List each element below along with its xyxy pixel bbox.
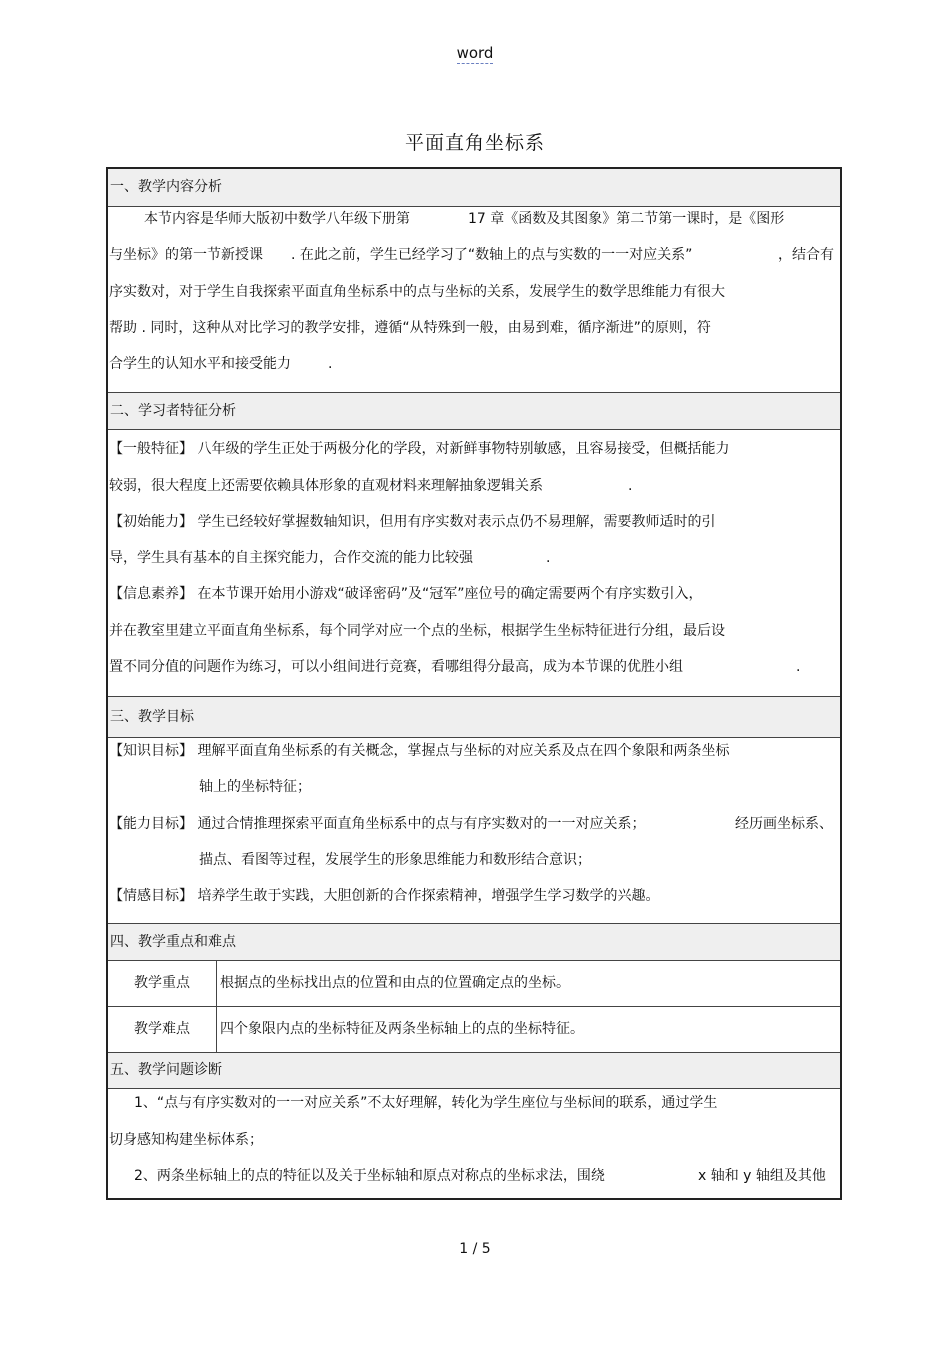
section-2-heading: 二、学习者特征分析 <box>108 392 840 430</box>
s1-line3: 序实数对，对于学生自我探索平面直角坐标系中的点与坐标的关系，发展学生的数学思维能力有很大 <box>109 284 725 300</box>
s1-line1-a: 本节内容是华师大版初中数学八年级下册第 <box>144 211 410 227</box>
s3-line2: 轴上的坐标特征； <box>199 779 311 795</box>
running-header <box>0 44 950 62</box>
section-1-heading: 一、教学内容分析 <box>108 169 840 207</box>
s3-line4: 描点、看图等过程，发展学生的形象思维能力和数形结合意识； <box>199 852 591 868</box>
s5-line3-a: 2、两条坐标轴上的点的特征以及关于坐标轴和原点对称点的坐标求法，围绕 <box>134 1168 605 1184</box>
s5-line1: 1、“点与有序实数对的一一对应关系”不太好理解，转化为学生座位与坐标间的联系，通过学生 <box>134 1095 718 1111</box>
s2-line4-b: . <box>546 550 551 566</box>
key-point-text: 根据点的坐标找出点的位置和由点的位置确定点的坐标。 <box>220 975 570 991</box>
difficult-point-row <box>108 1007 840 1053</box>
s5-line3-b: x 轴和 y 轴组及其他 <box>698 1168 826 1184</box>
s2-line4-a: 导，学生具有基本的自主探究能力，合作交流的能力比较强 <box>109 550 473 566</box>
s2-line5: 【信息素养】 在本节课开始用小游戏“破译密码”及“冠军”座位号的确定需要两个有序实数引入， <box>109 586 703 602</box>
s1-line5-b: . <box>328 356 333 372</box>
difficult-point-label: 教学难点 <box>108 1007 217 1052</box>
s1-line2-c: ，结合有 <box>778 247 834 263</box>
s2-line6: 并在教室里建立平面直角坐标系，每个同学对应一个点的坐标，根据学生坐标特征进行分组，最后设 <box>109 623 725 639</box>
s2-line7-a: 置不同分值的问题作为练习，可以小组间进行竞赛，看哪组得分最高，成为本节课的优胜小组 <box>109 659 683 675</box>
s2-line3: 【初始能力】 学生已经较好掌握数轴知识，但用有序实数对表示点仍不易理解，需要教师适时的引 <box>109 514 716 530</box>
section-4-heading: 四、教学重点和难点 <box>108 923 840 961</box>
s1-line5-a: 合学生的认知水平和接受能力 <box>109 356 291 372</box>
difficult-point-text: 四个象限内点的坐标特征及两条坐标轴上的点的坐标特征。 <box>220 1021 584 1037</box>
section-5-heading: 五、教学问题诊断 <box>108 1053 840 1089</box>
header-word: word <box>456 44 494 62</box>
s2-line2-b: . <box>628 478 633 494</box>
s3-line5: 【情感目标】 培养学生敢于实践，大胆创新的合作探索精神，增强学生学习数学的兴趣。 <box>109 888 660 904</box>
key-point-label: 教学重点 <box>108 961 217 1006</box>
s2-line2-a: 较弱，很大程度上还需要依赖具体形象的直观材料来理解抽象逻辑关系 <box>109 478 543 494</box>
section-3-heading: 三、教学目标 <box>108 696 840 738</box>
s1-line2-a: 与坐标》的第一节新授课 <box>109 247 263 263</box>
s2-line1: 【一般特征】 八年级的学生正处于两极分化的学段，对新鲜事物特别敏感，且容易接受，但概括能力 <box>109 441 730 457</box>
page-number: 1 / 5 <box>459 1241 491 1257</box>
s3-line1: 【知识目标】 理解平面直角坐标系的有关概念，掌握点与坐标的对应关系及点在四个象限和两条坐标 <box>109 743 730 759</box>
key-point-row <box>108 961 840 1007</box>
s1-line1-b: 17 章《函数及其图象》第二节第一课时，是《图形 <box>468 211 785 227</box>
s3-line3-a: 【能力目标】 通过合情推理探索平面直角坐标系中的点与有序实数对的一一对应关系； <box>109 816 646 832</box>
s2-line7-b: . <box>796 659 801 675</box>
s5-line2: 切身感知构建坐标体系； <box>109 1132 263 1148</box>
s3-line3-b: 经历画坐标系、 <box>735 816 833 832</box>
page-title: 平面直角坐标系 <box>404 132 545 154</box>
s1-line2-b: . 在此之前，学生已经学习了“数轴上的点与实数的一一对应关系” <box>291 247 693 263</box>
lesson-plan-table <box>106 167 842 1200</box>
s1-line4: 帮助 . 同时，这种从对比学习的教学安排，遵循“从特殊到一般，由易到难，循序渐进”的原则，符 <box>109 320 711 336</box>
